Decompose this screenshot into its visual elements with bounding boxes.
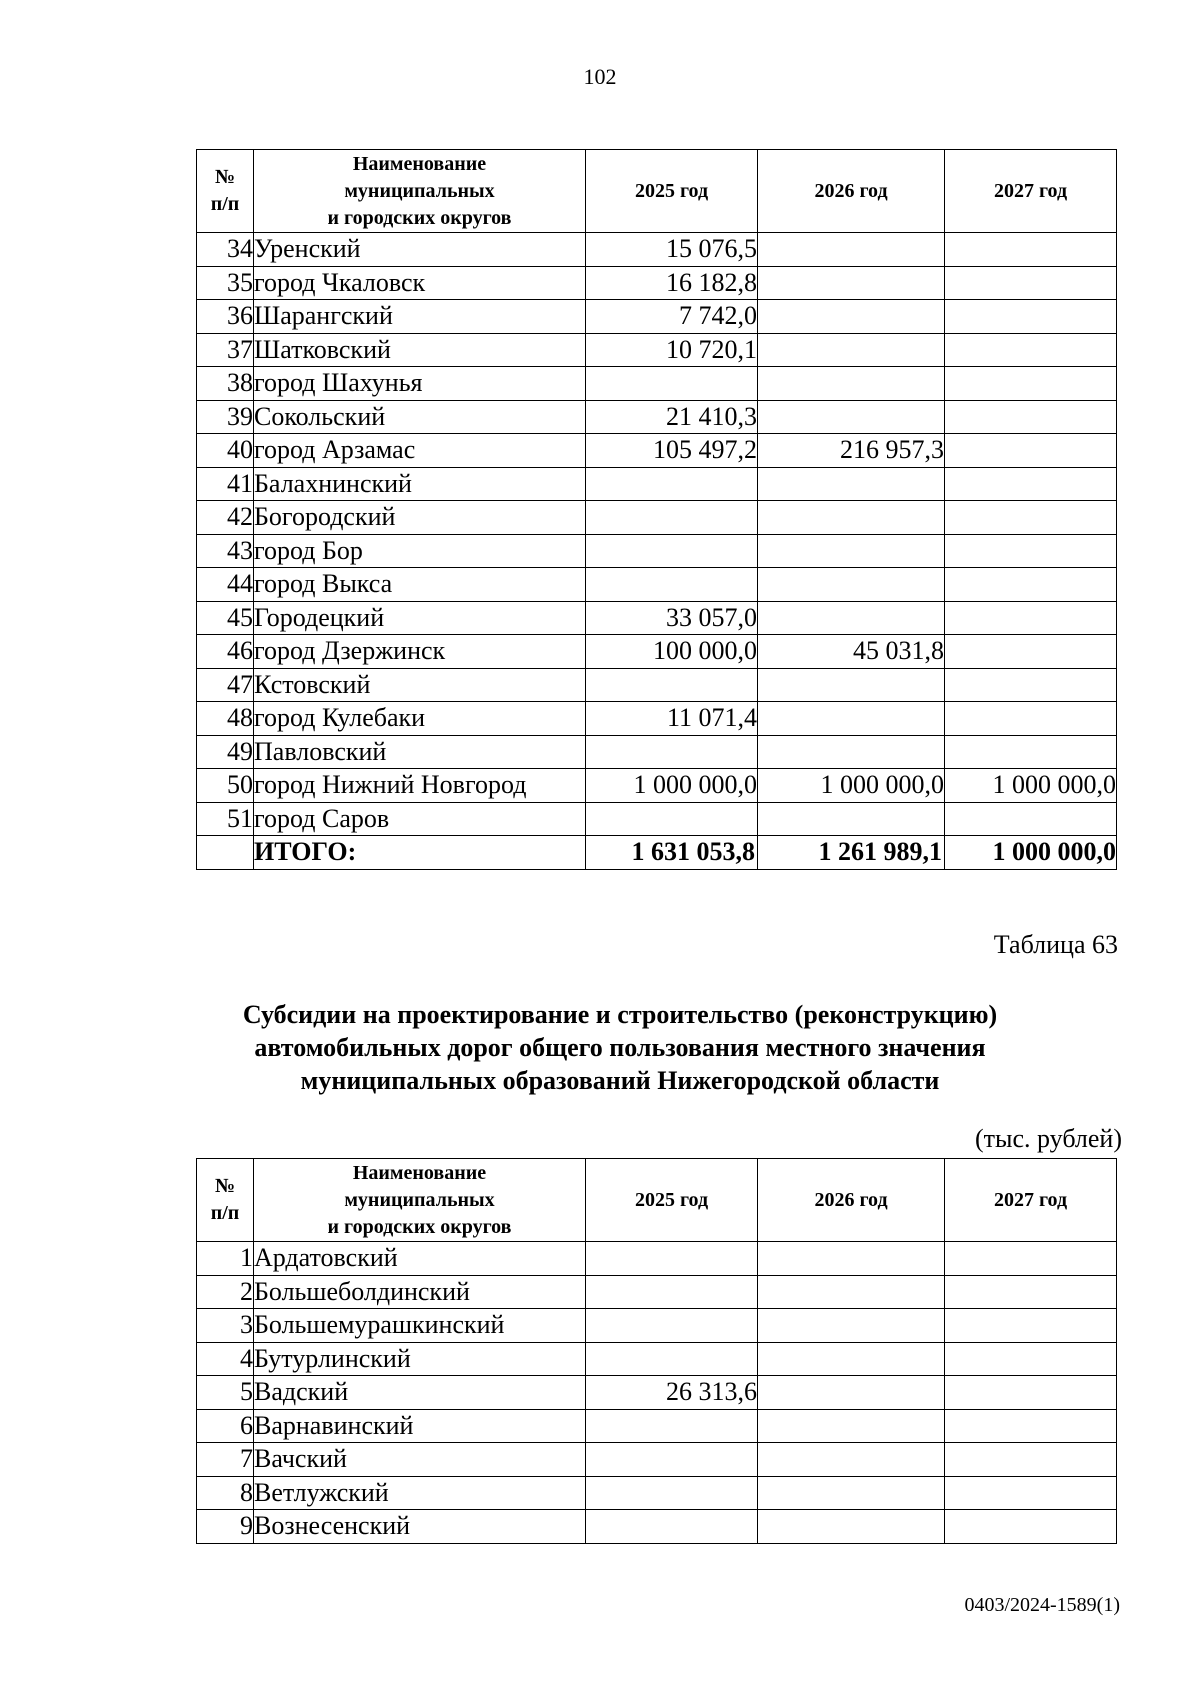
row-value-2027 — [945, 601, 1117, 635]
row-name: Уренский — [254, 233, 586, 267]
row-value-2026 — [758, 1309, 945, 1343]
row-value-2026 — [758, 1409, 945, 1443]
row-name: Сокольский — [254, 400, 586, 434]
row-number: 45 — [197, 601, 254, 635]
row-name: Богородский — [254, 501, 586, 535]
row-number: 48 — [197, 702, 254, 736]
table-row — [197, 400, 1117, 434]
table-header — [197, 150, 1117, 233]
row-value-2026 — [758, 1342, 945, 1376]
table-row — [197, 1309, 1117, 1343]
row-value-2026 — [758, 1242, 945, 1276]
header-2027: 2027 год — [945, 150, 1117, 233]
row-name: город Дзержинск — [254, 635, 586, 669]
table-row — [197, 1242, 1117, 1276]
row-value-2027 — [945, 635, 1117, 669]
table-row — [197, 1275, 1117, 1309]
row-value-2025 — [586, 1342, 758, 1376]
row-value-2026 — [758, 367, 945, 401]
row-value-2027 — [945, 1476, 1117, 1510]
total-label: ИТОГО: — [254, 836, 586, 870]
row-value-2027 — [945, 1443, 1117, 1477]
row-value-2026: 216 957,3 — [758, 434, 945, 468]
row-value-2027 — [945, 266, 1117, 300]
header-number: № п/п — [197, 1159, 254, 1242]
row-number: 3 — [197, 1309, 254, 1343]
row-value-2025: 10 720,1 — [586, 333, 758, 367]
subsidies-table — [196, 1158, 1117, 1544]
table-row — [197, 1376, 1117, 1410]
row-number: 47 — [197, 668, 254, 702]
row-name: Городецкий — [254, 601, 586, 635]
row-value-2025 — [586, 534, 758, 568]
row-value-2025 — [586, 1275, 758, 1309]
row-value-2025 — [586, 501, 758, 535]
header-2026: 2026 год — [758, 1159, 945, 1242]
row-value-2027 — [945, 400, 1117, 434]
row-name: Вачский — [254, 1443, 586, 1477]
row-number: 36 — [197, 300, 254, 334]
row-name: Шарангский — [254, 300, 586, 334]
row-number: 8 — [197, 1476, 254, 1510]
row-value-2027 — [945, 1242, 1117, 1276]
header-2027: 2027 год — [945, 1159, 1117, 1242]
allocation-table-continued — [196, 149, 1117, 870]
header-name: Наименование муниципальных и городских округов — [254, 150, 586, 233]
row-value-2026 — [758, 668, 945, 702]
table-row — [197, 434, 1117, 468]
row-name: Вознесенский — [254, 1510, 586, 1544]
row-name: город Чкаловск — [254, 266, 586, 300]
header-2026: 2026 год — [758, 150, 945, 233]
row-value-2025: 1 000 000,0 — [586, 769, 758, 803]
row-value-2027 — [945, 702, 1117, 736]
row-name: Ардатовский — [254, 1242, 586, 1276]
row-name: Варнавинский — [254, 1409, 586, 1443]
row-number: 5 — [197, 1376, 254, 1410]
table-row — [197, 1443, 1117, 1477]
row-value-2025 — [586, 1309, 758, 1343]
table-row — [197, 1409, 1117, 1443]
row-value-2027 — [945, 1275, 1117, 1309]
table-row — [197, 802, 1117, 836]
table-row — [197, 568, 1117, 602]
row-value-2027 — [945, 668, 1117, 702]
row-name: город Бор — [254, 534, 586, 568]
row-number: 38 — [197, 367, 254, 401]
row-number: 35 — [197, 266, 254, 300]
row-value-2026 — [758, 333, 945, 367]
row-name: Павловский — [254, 735, 586, 769]
row-number: 2 — [197, 1275, 254, 1309]
row-value-2027 — [945, 1309, 1117, 1343]
header-name: Наименование муниципальных и городских округов — [254, 1159, 586, 1242]
total-2027: 1 000 000,0 — [945, 836, 1117, 870]
table-row — [197, 467, 1117, 501]
row-value-2025: 16 182,8 — [586, 266, 758, 300]
row-name: Большеболдинский — [254, 1275, 586, 1309]
row-name: город Нижний Новгород — [254, 769, 586, 803]
table-row — [197, 534, 1117, 568]
row-value-2025: 21 410,3 — [586, 400, 758, 434]
table-header — [197, 1159, 1117, 1242]
row-number: 43 — [197, 534, 254, 568]
row-value-2027 — [945, 802, 1117, 836]
row-value-2025 — [586, 668, 758, 702]
row-value-2027 — [945, 568, 1117, 602]
table-row — [197, 1342, 1117, 1376]
page-number: 102 — [583, 64, 617, 89]
table-row — [197, 601, 1117, 635]
row-value-2025: 7 742,0 — [586, 300, 758, 334]
row-value-2027 — [945, 434, 1117, 468]
row-number: 44 — [197, 568, 254, 602]
row-value-2025 — [586, 367, 758, 401]
row-name: Балахнинский — [254, 467, 586, 501]
header-number: № п/п — [197, 150, 254, 233]
row-value-2026 — [758, 1443, 945, 1477]
row-number: 51 — [197, 802, 254, 836]
row-value-2027 — [945, 534, 1117, 568]
total-2025: 1 631 053,8 — [586, 836, 758, 870]
row-value-2026 — [758, 601, 945, 635]
table-row — [197, 1476, 1117, 1510]
table-row — [197, 635, 1117, 669]
header-2025: 2025 год — [586, 1159, 758, 1242]
row-value-2026 — [758, 534, 945, 568]
row-value-2027 — [945, 1409, 1117, 1443]
row-number: 46 — [197, 635, 254, 669]
table-row — [197, 702, 1117, 736]
row-number: 1 — [197, 1242, 254, 1276]
row-number: 34 — [197, 233, 254, 267]
row-value-2025 — [586, 568, 758, 602]
row-value-2025 — [586, 1476, 758, 1510]
row-value-2027 — [945, 367, 1117, 401]
total-row — [197, 836, 1117, 870]
total-2026: 1 261 989,1 — [758, 836, 945, 870]
row-name: город Кулебаки — [254, 702, 586, 736]
row-number: 4 — [197, 1342, 254, 1376]
row-value-2025 — [586, 1242, 758, 1276]
row-name: Шатковский — [254, 333, 586, 367]
row-value-2025 — [586, 802, 758, 836]
row-name: Бутурлинский — [254, 1342, 586, 1376]
row-name: Ветлужский — [254, 1476, 586, 1510]
row-value-2025: 100 000,0 — [586, 635, 758, 669]
units-note: (тыс. рублей) — [974, 1124, 1122, 1153]
row-value-2026 — [758, 400, 945, 434]
table-row — [197, 300, 1117, 334]
row-value-2026 — [758, 1376, 945, 1410]
row-value-2025 — [586, 1409, 758, 1443]
row-value-2025 — [586, 1443, 758, 1477]
row-value-2025 — [586, 735, 758, 769]
row-value-2025: 26 313,6 — [586, 1376, 758, 1410]
row-value-2027 — [945, 1342, 1117, 1376]
table-body — [197, 1242, 1117, 1544]
row-value-2026 — [758, 702, 945, 736]
table-row — [197, 233, 1117, 267]
row-value-2027 — [945, 467, 1117, 501]
document-code: 0403/2024-1589(1) — [964, 1594, 1120, 1616]
row-name: город Арзамас — [254, 434, 586, 468]
row-value-2025 — [586, 467, 758, 501]
row-number: 42 — [197, 501, 254, 535]
row-number: 39 — [197, 400, 254, 434]
row-value-2026 — [758, 501, 945, 535]
row-value-2025: 11 071,4 — [586, 702, 758, 736]
table-label: Таблица 63 — [993, 930, 1118, 959]
table-row — [197, 1510, 1117, 1544]
row-name: город Выкса — [254, 568, 586, 602]
row-number: 41 — [197, 467, 254, 501]
row-value-2025: 15 076,5 — [586, 233, 758, 267]
table-row — [197, 769, 1117, 803]
row-value-2026 — [758, 802, 945, 836]
row-name: Вадский — [254, 1376, 586, 1410]
row-value-2026 — [758, 1476, 945, 1510]
row-value-2025: 33 057,0 — [586, 601, 758, 635]
table-row — [197, 367, 1117, 401]
row-number: 6 — [197, 1409, 254, 1443]
table-body — [197, 233, 1117, 836]
header-2025: 2025 год — [586, 150, 758, 233]
row-number: 50 — [197, 769, 254, 803]
row-value-2026 — [758, 467, 945, 501]
row-value-2027 — [945, 501, 1117, 535]
row-name: Большемурашкинский — [254, 1309, 586, 1343]
table-row — [197, 668, 1117, 702]
row-number: 37 — [197, 333, 254, 367]
table-row — [197, 333, 1117, 367]
row-value-2026 — [758, 735, 945, 769]
row-value-2025 — [586, 1510, 758, 1544]
row-value-2027 — [945, 333, 1117, 367]
row-value-2026 — [758, 300, 945, 334]
table-row — [197, 266, 1117, 300]
table-row — [197, 501, 1117, 535]
row-name: Кстовский — [254, 668, 586, 702]
row-value-2027 — [945, 735, 1117, 769]
row-number: 9 — [197, 1510, 254, 1544]
row-name: город Шахунья — [254, 367, 586, 401]
total-number-cell — [197, 836, 254, 870]
table-row — [197, 735, 1117, 769]
row-value-2025: 105 497,2 — [586, 434, 758, 468]
table-title: Субсидии на проектирование и строительство (реконструкцию) автомобильных дорог общего пользования местного значения муниципальных образований Нижегородской области — [242, 1000, 998, 1095]
row-value-2026 — [758, 568, 945, 602]
row-value-2027 — [945, 1510, 1117, 1544]
row-value-2026 — [758, 1275, 945, 1309]
row-number: 40 — [197, 434, 254, 468]
row-value-2027 — [945, 300, 1117, 334]
row-number: 7 — [197, 1443, 254, 1477]
row-value-2027: 1 000 000,0 — [945, 769, 1117, 803]
row-number: 49 — [197, 735, 254, 769]
row-value-2027 — [945, 233, 1117, 267]
row-value-2027 — [945, 1376, 1117, 1410]
row-value-2026 — [758, 1510, 945, 1544]
row-name: город Саров — [254, 802, 586, 836]
row-value-2026 — [758, 266, 945, 300]
row-value-2026 — [758, 233, 945, 267]
row-value-2026: 45 031,8 — [758, 635, 945, 669]
row-value-2026: 1 000 000,0 — [758, 769, 945, 803]
